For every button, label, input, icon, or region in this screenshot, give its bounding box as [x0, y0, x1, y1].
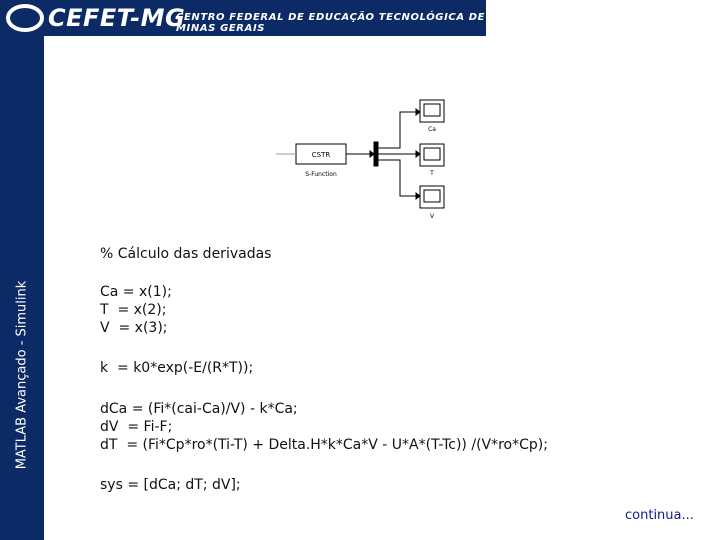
sfunction-caption: S-Function: [305, 171, 337, 178]
continue-link[interactable]: continua...: [625, 508, 694, 523]
scope-ca-label: Ca: [428, 126, 436, 133]
wire-v: [378, 160, 418, 196]
institution-name: CENTRO FEDERAL DE EDUCAÇÃO TECNOLÓGICA DE MINAS GERAIS: [176, 12, 486, 34]
course-title: MATLAB Avançado - Simulink: [14, 280, 30, 470]
header-banner: [0, 0, 486, 36]
logo-text: CEFET-MG: [48, 4, 186, 32]
cefet-logo-icon: [6, 3, 44, 33]
comment-line: % Cálculo das derivadas: [100, 246, 272, 262]
code-line-t: T = x(2);: [100, 302, 167, 318]
cstr-label: CSTR: [311, 151, 331, 159]
code-line-dv: dV = Fi-F;: [100, 419, 173, 435]
code-line-sys: sys = [dCa; dT; dV];: [100, 477, 241, 493]
code-line-dt: dT = (Fi*Cp*ro*(Ti-T) + Delta.H*k*Ca*V - U*A*(T-Tc)) /(V*ro*Cp);: [100, 437, 548, 453]
wire-ca: [378, 112, 418, 148]
scope-v-label: V: [429, 213, 435, 220]
code-line-v: V = x(3);: [100, 320, 168, 336]
scope-t-label: T: [430, 170, 434, 177]
code-line-dca: dCa = (Fi*(cai-Ca)/V) - k*Ca;: [100, 401, 298, 417]
simulink-diagram: [276, 88, 486, 252]
code-line-k: k = k0*exp(-E/(R*T));: [100, 360, 254, 376]
code-line-ca: Ca = x(1);: [100, 284, 172, 300]
demux-block: [374, 142, 378, 166]
